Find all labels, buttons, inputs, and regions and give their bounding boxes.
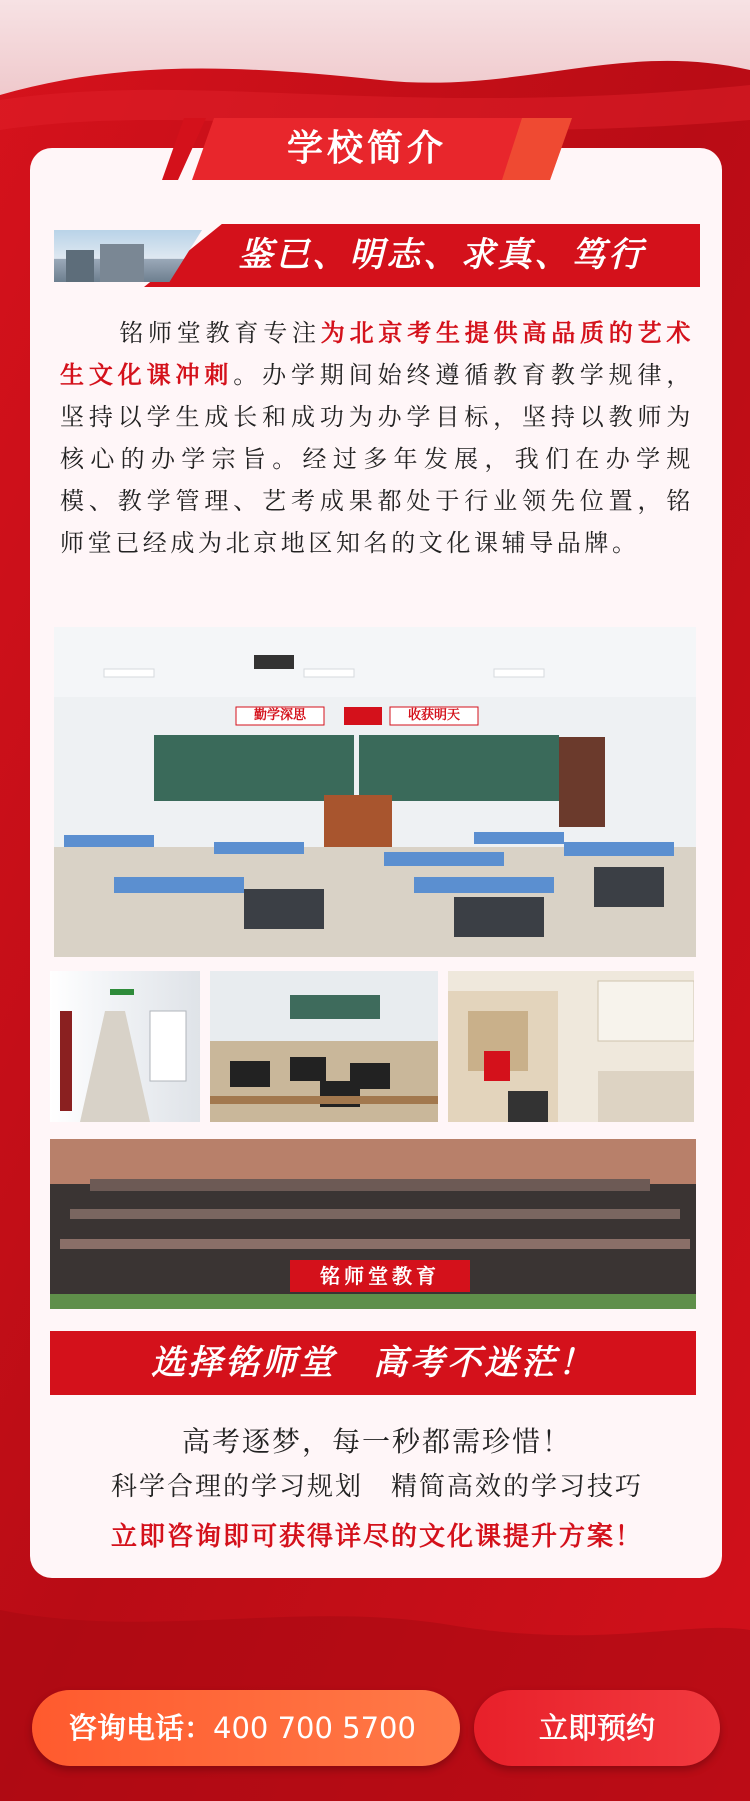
phone-number: 400 700 5700: [213, 1711, 416, 1745]
cta-line-1: 高考逐梦，每一秒都需珍惜！: [181, 1425, 572, 1458]
hallway-photo: [50, 971, 200, 1122]
building-shape: [66, 250, 94, 282]
slogan-banner: [50, 1331, 696, 1395]
dormitory-photo: [448, 971, 694, 1122]
phone-label: 咨询电话：: [68, 1711, 214, 1745]
intro-highlight: 为北京考生提供高品质的艺术生文化课冲刺: [60, 319, 694, 389]
consult-phone-button[interactable]: [32, 1690, 460, 1766]
classroom-photo: [54, 627, 696, 957]
group-photo-banner: 铭师堂教育: [290, 1260, 470, 1292]
computer-room-photo: [210, 971, 438, 1122]
group-photo: [50, 1139, 696, 1309]
cta-line-2: 科学合理的学习规划 精简高效的学习技巧: [110, 1472, 643, 1502]
motto-text: 鉴已、明志、求真、笃行: [238, 235, 646, 275]
building-shape: [100, 244, 144, 282]
section-title: 学校简介: [286, 128, 447, 169]
cta-line-3: 立即咨询即可获得详尽的文化课提升方案！: [110, 1522, 643, 1552]
book-now-button[interactable]: 立即预约: [474, 1690, 720, 1766]
slogan-text: 选择铭师堂 高考不迷茫！: [151, 1343, 595, 1383]
intro-text-end: 。办学期间始终遵循教育教学规律，坚持以学生成长和成功为办学目标，坚持以教师为核心的办学宗旨。经过多年发展，我们在办学规模、教学管理、艺考成果都处于行业领先位置，铭师堂已经成为北京地区知名的文化课辅导品牌。: [60, 361, 694, 557]
intro-paragraph: [60, 312, 694, 564]
motto-bar: [54, 224, 700, 287]
intro-text-start: 铭师堂教育专注: [118, 319, 321, 347]
classroom-sign-right: 收获明天: [407, 708, 460, 723]
classroom-sign-left: 勤学深思: [253, 708, 306, 723]
